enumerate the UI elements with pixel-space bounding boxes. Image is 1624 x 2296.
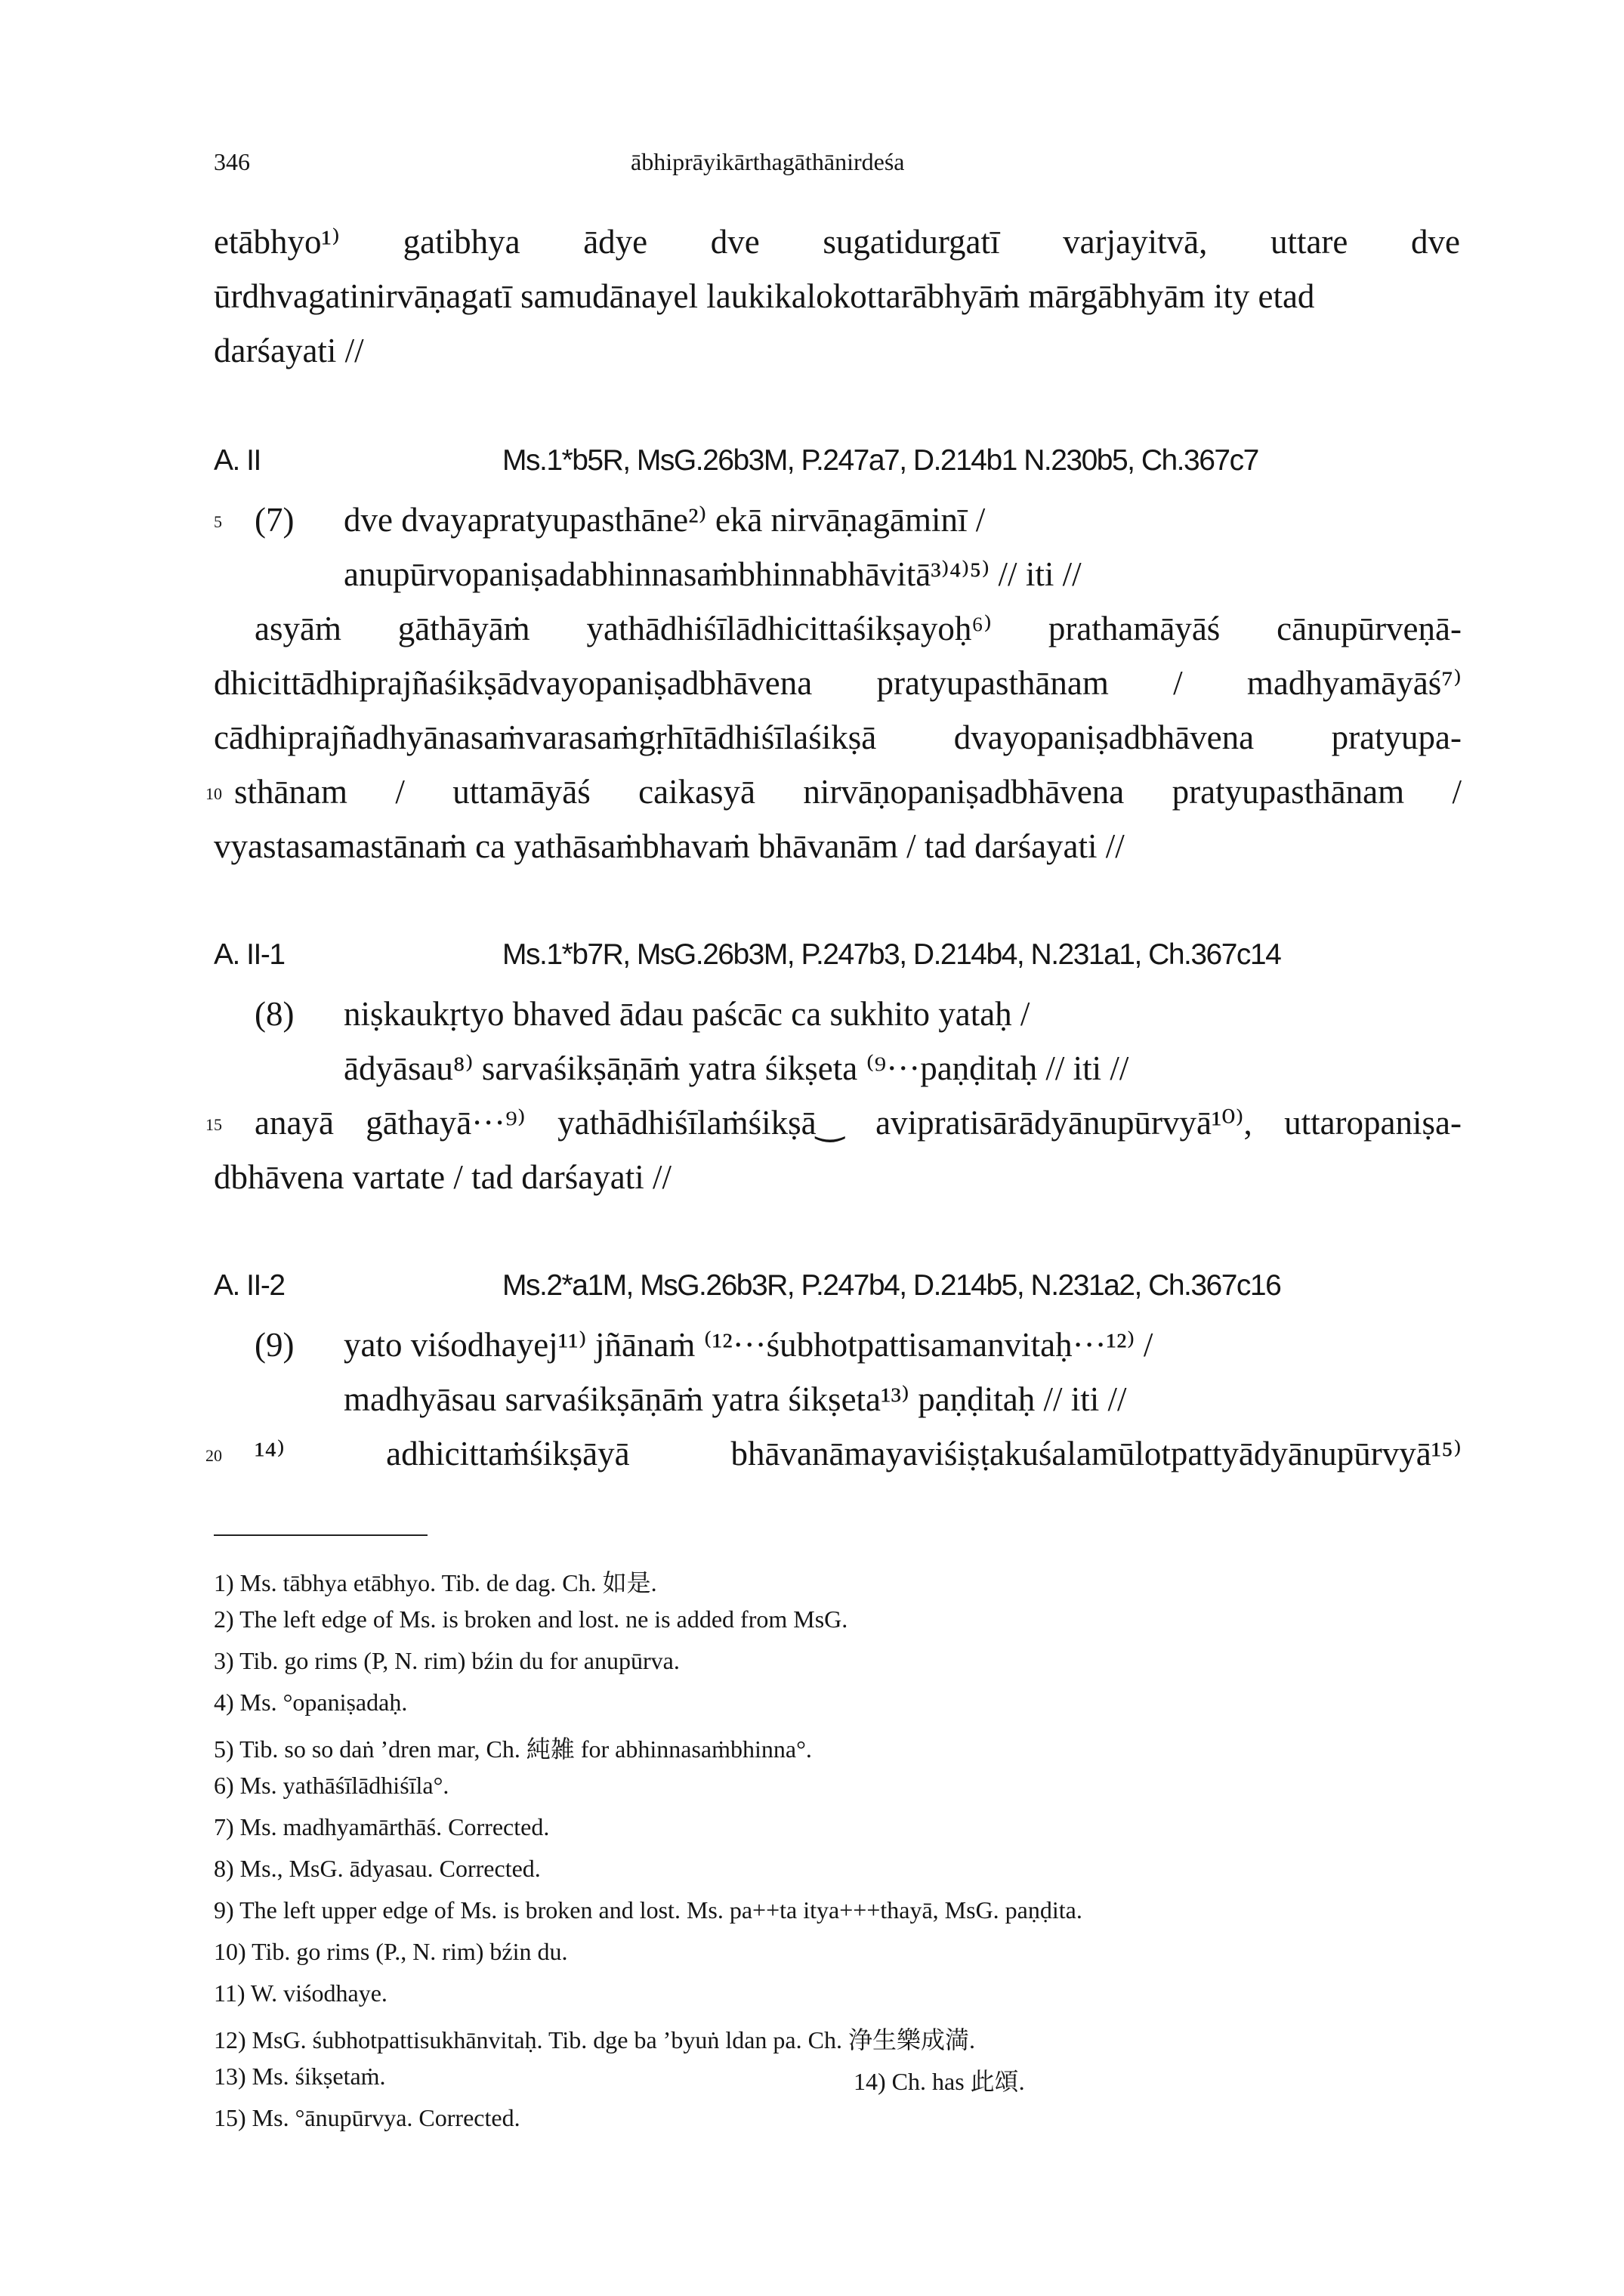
footnote: 11) W. viśodhaye. <box>214 1979 387 2007</box>
footnote: 7) Ms. madhyamārthāś. Corrected. <box>214 1813 550 1840</box>
footnote: 13) Ms. śikṣetaṁ. <box>214 2063 386 2090</box>
line-number: 10 <box>205 784 222 803</box>
footnote: 12) MsG. śubhotpattisukhānvitaḥ. Tib. dge ba ’byuṅ ldan pa. Ch. 浄生樂成満. <box>214 2026 975 2053</box>
commentary-line: sthānam / uttamāyāś caikasyā nirvāṇopaniṣadbhāvena pratyupasthānam / <box>234 773 1462 811</box>
running-title: ābhiprāyikārthagāthānirdeśa <box>631 148 905 175</box>
section-refs: Ms.1*b7R, MsG.26b3M, P.247b3, D.214b4, N.231a1, Ch.367c14 <box>502 938 1281 971</box>
footnote: 3) Tib. go rims (P, N. rim) bźin du for anupūrva. <box>214 1647 680 1674</box>
intro-line-2: ūrdhvagatinirvāṇagatī samudānayel laukikalokottarābhyāṁ mārgābhyām ity etad <box>214 277 1315 315</box>
footnote: 2) The left edge of Ms. is broken and lost. ne is added from MsG. <box>214 1605 848 1633</box>
footnote: 8) Ms., MsG. ādyasau. Corrected. <box>214 1855 541 1882</box>
commentary-line: vyastasamastānaṁ ca yathāsaṁbhavaṁ bhāvanām / tad darśayati // <box>214 827 1125 865</box>
section-label: A. II <box>214 444 261 477</box>
commentary-line: cādhiprajñadhyānasaṁvarasaṁgṛhītādhiśīlaśikṣā dvayopaniṣadbhāvena pratyupa- <box>214 718 1462 756</box>
footnote: 10) Tib. go rims (P., N. rim) bźin du. <box>214 1938 568 1965</box>
commentary-line: asyāṁ gāthāyāṁ yathādhiśīlādhicittaśikṣayoḥ⁶⁾ prathamāyāś cānupūrveṇā- <box>255 610 1462 647</box>
verse-line: madhyāsau sarvaśikṣāṇāṁ yatra śikṣeta¹³⁾ paṇḍitaḥ // iti // <box>344 1380 1127 1418</box>
commentary-line: anayā gāthayā···⁹⁾ yathādhiśīlaṁśikṣā‿ avipratisārādyānupūrvyā¹⁰⁾, uttaropaniṣa- <box>255 1104 1462 1142</box>
line-number: 15 <box>205 1115 222 1134</box>
section-refs: Ms.1*b5R, MsG.26b3M, P.247a7, D.214b1 N.230b5, Ch.367c7 <box>502 444 1258 477</box>
footnote: 4) Ms. °opaniṣadaḥ. <box>214 1689 408 1716</box>
commentary-line: dbhāvena vartate / tad darśayati // <box>214 1158 672 1196</box>
footnote-rule <box>214 1534 428 1536</box>
verse-line: niṣkaukṛtyo bhaved ādau paścāc ca sukhito yataḥ / <box>344 995 1030 1033</box>
section-refs: Ms.2*a1M, MsG.26b3R, P.247b4, D.214b5, N.231a2, Ch.367c16 <box>502 1269 1281 1302</box>
footnote: 1) Ms. tābhya etābhyo. Tib. de dag. Ch. 如是. <box>214 1569 657 1596</box>
intro-line-1: etābhyo¹⁾ gatibhya ādye dve sugatidurgatī varjayitvā, uttare dve <box>214 223 1460 261</box>
verse-line: dve dvayapratyupasthāne²⁾ ekā nirvāṇagāminī / <box>344 501 986 539</box>
commentary-line: ¹⁴⁾ adhicittaṁśikṣāyā bhāvanāmayaviśiṣṭakuśalamūlotpattyādyānupūrvyā¹⁵⁾ <box>255 1435 1462 1472</box>
commentary-line: dhicittādhiprajñaśikṣādvayopaniṣadbhāvena pratyupasthānam / madhyamāyāś⁷⁾ <box>214 664 1462 702</box>
footnote: 9) The left upper edge of Ms. is broken and lost. Ms. pa++ta itya+++thayā, MsG. paṇḍita. <box>214 1896 1082 1924</box>
footnote: 5) Tib. so so daṅ ’dren mar, Ch. 純雑 for abhinnasaṁbhinna°. <box>214 1735 812 1763</box>
footnote: 14) Ch. has 此頌. <box>854 2068 1025 2095</box>
line-number: 5 <box>214 512 222 531</box>
page-number: 346 <box>214 148 250 175</box>
verse-line: anupūrvopaniṣadabhinnasaṁbhinnabhāvitā³⁾⁴⁾⁵⁾ // iti // <box>344 555 1082 593</box>
verse-number: (9) <box>255 1326 295 1364</box>
verse-number: (8) <box>255 995 295 1033</box>
verse-line: yato viśodhayej¹¹⁾ jñānaṁ ⁽¹²···śubhotpattisamanvitaḥ···¹²⁾ / <box>344 1326 1153 1364</box>
section-label: A. II-2 <box>214 1269 285 1302</box>
section-label: A. II-1 <box>214 938 285 971</box>
footnote: 15) Ms. °ānupūrvya. Corrected. <box>214 2104 520 2131</box>
footnote: 6) Ms. yathāśīlādhiśīla°. <box>214 1772 449 1799</box>
line-number: 20 <box>205 1446 222 1465</box>
verse-number: (7) <box>255 501 295 539</box>
verse-line: ādyāsau⁸⁾ sarvaśikṣāṇāṁ yatra śikṣeta ⁽⁹···paṇḍitaḥ // iti // <box>344 1049 1129 1087</box>
intro-line-3: darśayati // <box>214 332 364 369</box>
